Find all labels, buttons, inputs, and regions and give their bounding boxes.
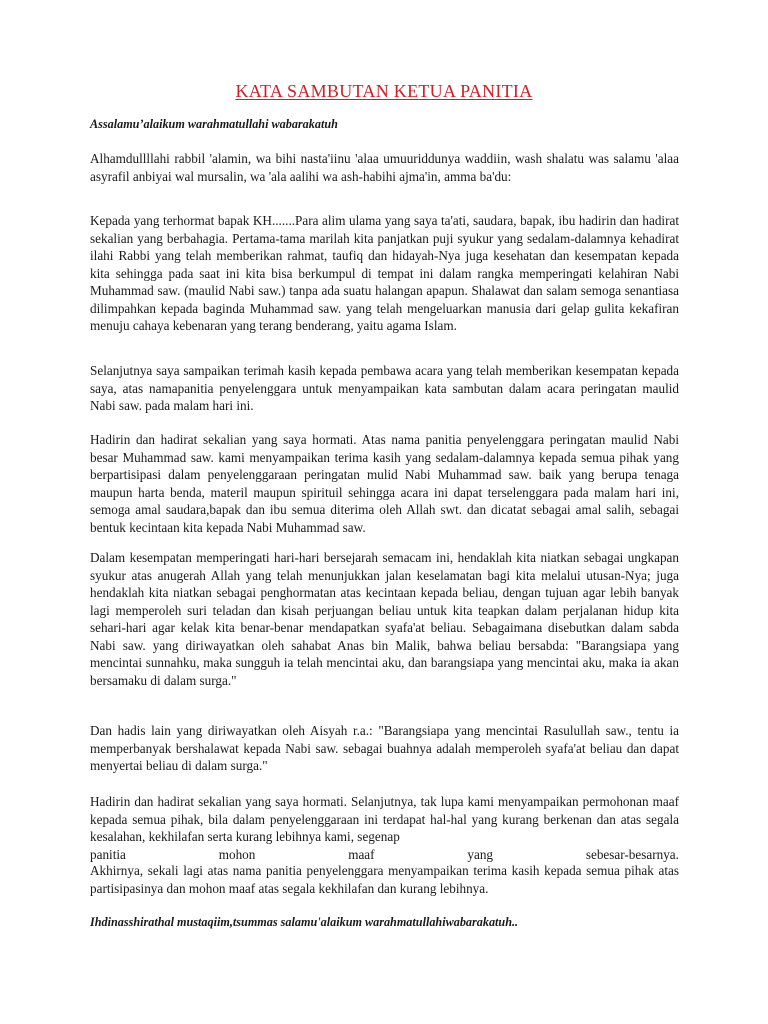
word: panitia: [90, 847, 126, 862]
apology-last-line: [90, 846, 679, 864]
document-title: KATA SAMBUTAN KETUA PANITIA: [235, 81, 533, 101]
opening-greeting: Assalamu’alaikum warahmatullahi wabarakatuh: [90, 117, 338, 131]
paragraph-hadith-aisyah: Dan hadis lain yang diriwayatkan oleh Aisyah r.a.: "Barangsiapa yang mencintai Rasulullah saw., tentu ia memperbanyak bershalawat kepada Nabi saw. sebagai buahnya adalah memperoleh syafa'at beliau dan dapat menyertai beliau di dalam surga.": [90, 723, 679, 773]
word: sebesar-besarnya.: [585, 847, 679, 862]
paragraph-address: Kepada yang terhormat bapak KH.......Para alim ulama yang saya ta'ati, saudara, bapak, ibu hadirin dan hadirat sekalian yang berbahagia. Pertama-tama marilah kita panjatkan puji syukur yang sedalam-dalamnya kehadirat ilahi Rabbi yang telah memberikan rahmat, taufiq dan hidayah-Nya juga kesehatan dan kesempatan kepada kita sehingga pada saat ini kita bisa berkumpul di tempat ini dalam rangka memperingati kelahiran Nabi Muhammad saw. (maulid Nabi saw.) tanpa ada suatu halangan apapun. Shalawat dan salam semoga senantiasa dilimpahkan kepada baginda Muhammad saw. yang telah mengeluarkan manusia dari gelap gulita kekafiran menuju cahaya kebenaran yang terang benderang, yaitu agama Islam.: [90, 213, 679, 333]
paragraph-thanks-mc: Selanjutnya saya sampaikan terimah kasih kepada pembawa acara yang telah memberikan kesempatan kepada saya, atas namapanitia penyelenggara untuk menyampaikan kata sambutan dalam acara peringatan maulid Nabi saw. pada malam hari ini.: [90, 363, 679, 413]
word: mohon: [218, 847, 256, 862]
paragraph-commemoration: Dalam kesempatan memperingati hari-hari bersejarah semacam ini, hendaklah kita niatkan sebagai ungkapan syukur atas anugerah Allah yang telah menunjukkan jalan keselamatan bagi kita melalui utusan-Nya; juga hendaklah kita niatkan sebagai penghormatan atas kecintaan kepada beliau, dengan tujuan agar lebih banyak lagi memperoleh suri teladan dan kisah perjuangan beliau untuk kita teapkan dalam perjalanan hidup kita sehari-hari agar kelak kita benar-benar mendapatkan syafa'at beliau. Sebagaimana disebutkan dalam sabda Nabi saw. yang diriwayatkan oleh sahabat Anas bin Malik, bahwa beliau bersabda: "Barangsiapa yang mencintai sunnahku, maka sungguh ia telah mencintai aku, dan barangsiapa yang mencintai aku, maka ia akan bersamaku di dalam surga.": [90, 550, 679, 688]
word: maaf: [348, 847, 375, 862]
word: yang: [467, 847, 494, 862]
paragraph-apology: Hadirin dan hadirat sekalian yang saya hormati. Selanjutnya, tak lupa kami menyampaikan permohonan maaf kepada semua pihak, bila dalam penyelenggaraan ini terdapat hal-hal yang kurang berkenan dan atas segala kesalahan, kekhilafan serta kurang lebihnya kami, segenap: [90, 794, 679, 844]
closing-greeting: Ihdinasshirathal mustaqiim,tsummas salamu'alaikum warahmatullahiwabarakatuh..: [90, 915, 519, 929]
paragraph-thanks-all: Hadirin dan hadirat sekalian yang saya hormati. Atas nama panitia penyelenggara peringatan maulid Nabi besar Muhammad saw. kami menyampaikan terima kasih yang sedalam-dalamnya kepada semua pihak yang berpartisipasi dalam penyelenggaraan peringatan mulid Nabi Muhammad saw. baik yang berupa tenaga maupun harta benda, materil maupun spirituil sehingga acara ini dapat terselenggara pada malam hari ini, semoga amal saudara,bapak dan ibu semua diterima oleh Allah swt. dan dicatat sebagai amal salih, sebagai bentuk kecintaan kita kepada Nabi Muhammad saw.: [90, 432, 679, 535]
paragraph-opening-praise: Alhamdullllahi rabbil 'alamin, wa bihi nasta'iinu 'alaa umuuriddunya waddiin, wash shalatu was salamu 'alaa asyrafil anbiyai wal mursalin, wa 'ala aalihi wa ash-habihi ajma'in, amma ba'du:: [90, 151, 679, 184]
paragraph-final-thanks: Akhirnya, sekali lagi atas nama panitia penyelenggara menyampaikan terima kasih kepada semua pihak atas partisipasinya dan mohon maaf atas segala kekhilafan dan kurang lebihnya.: [90, 863, 679, 896]
